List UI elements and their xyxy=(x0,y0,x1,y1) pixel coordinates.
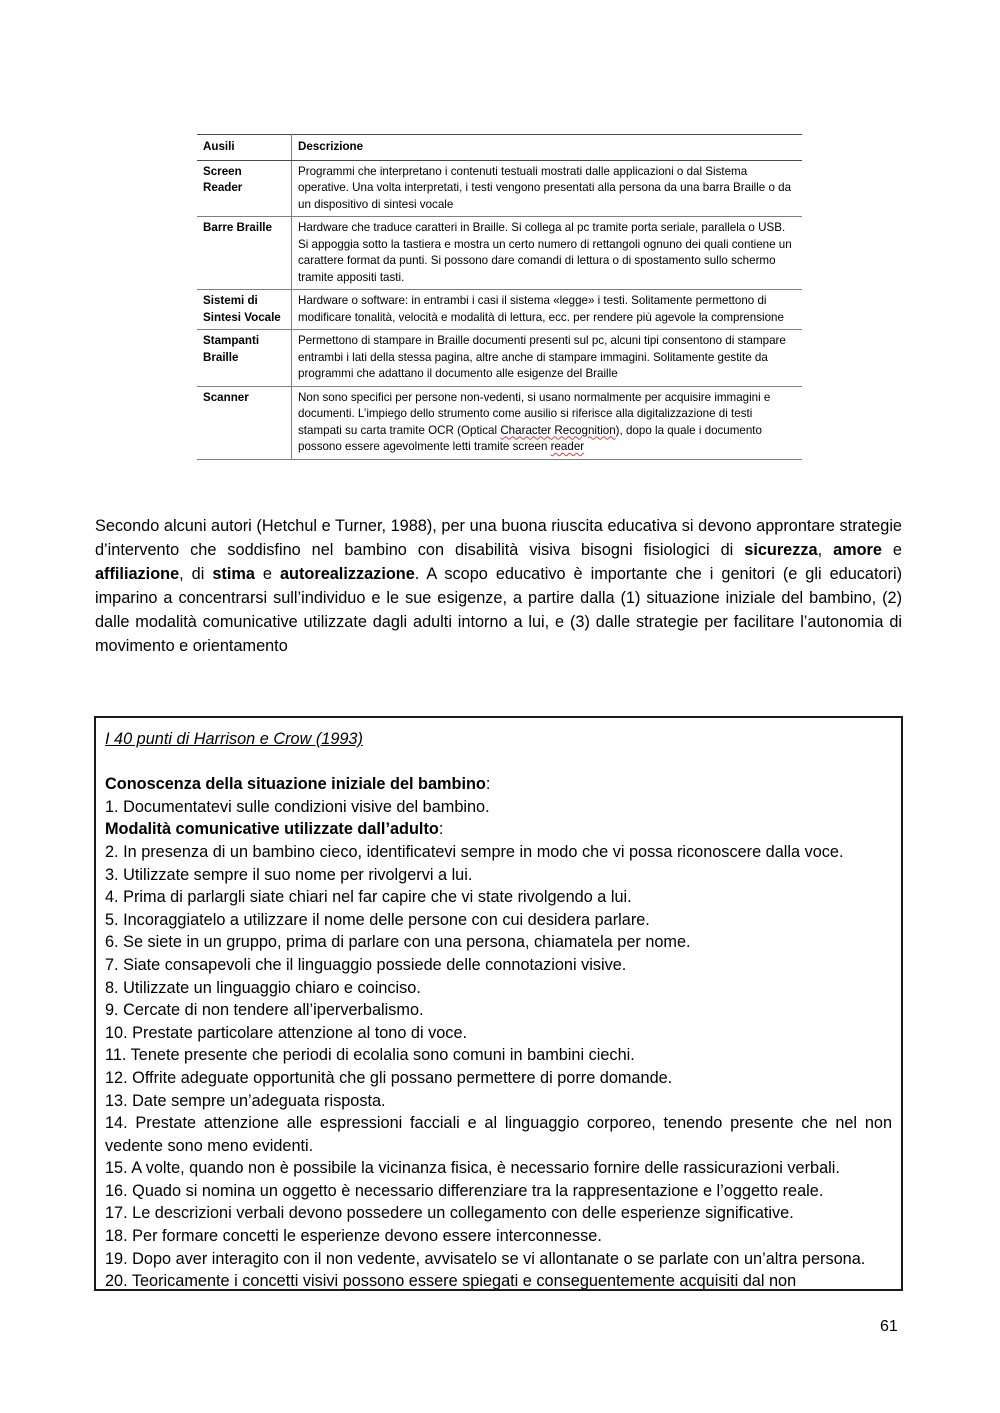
aid-description: Programmi che interpretano i contenuti testuali mostrati dalle applicazioni o dal Sistema operative. Una volta interpretati, i testi vengono presentati alla persona da una barra Braille o da un dispositivo di sintesi vocale xyxy=(292,160,803,217)
list-item: 11. Tenete presente che periodi di ecolalia sono comuni in bambini ciechi. xyxy=(105,1046,635,1065)
bold-term: amore xyxy=(833,541,882,559)
list-item: 19. Dopo aver interagito con il non vedente, avvisatelo se vi allontanate o se parlate con un’altra persona. xyxy=(105,1249,866,1268)
list-item: 14. Prestate attenzione alle espressioni facciali e al linguaggio corporeo, tenendo presente che nel non vedente sono meno evidenti. xyxy=(105,1114,892,1155)
list-item: 20. Teoricamente i concetti visivi possono essere spiegati e conseguentemente acquisiti dal non xyxy=(105,1272,797,1291)
paragraph-text: . A scopo educativo è importante che i genitori (e gli educatori) imparino a concentrarsi sull’individuo e le sue esigenze, a partire dalla (1) situazione iniziale del bambino, (2) dalle modalità comunicative utilizzate dagli adulti intorno a lui, e (3) dalle strategie per facilitare l’autonomia di movimento e orientamento xyxy=(95,565,902,655)
aid-name: Sistemi di Sintesi Vocale xyxy=(197,290,292,330)
paragraph-text: , xyxy=(817,541,834,559)
list-item: 12. Offrite adeguate opportunità che gli possano permettere di porre domande. xyxy=(105,1068,673,1087)
table-row xyxy=(197,290,802,330)
points-list xyxy=(105,841,892,1291)
bold-term: sicurezza xyxy=(744,541,818,559)
aid-description: Hardware o software: in entrambi i casi il sistema «legge» i testi. Solitamente permettono di modificare tonalità, velocità e modalità di lettura, ecc. per rendere più agevole la comprensione xyxy=(292,290,803,330)
description-text: Non sono specifici per persone non-vedenti, si usano normalmente per acquisire immagini e documenti. L’impiego dello strumento come ausilio si riferisce alla digitalizzazione di testi stampati su carta tramite OCR (Optical xyxy=(298,390,771,437)
heading-text: Modalità comunicative utilizzate dall’adulto xyxy=(105,820,439,839)
aid-name: Screen Reader xyxy=(197,160,292,217)
body-paragraph xyxy=(95,514,902,658)
aid-description xyxy=(292,386,803,459)
list-item: 4. Prima di parlargli siate chiari nel far capire che vi state rivolgendo a lui. xyxy=(105,888,632,907)
section-heading xyxy=(105,818,892,841)
aids-table xyxy=(197,134,802,460)
list-item: 18. Per formare concetti le esperienze devono essere interconnesse. xyxy=(105,1227,602,1246)
heading-text: Conoscenza della situazione iniziale del bambino xyxy=(105,775,486,794)
paragraph-text: , di xyxy=(179,565,213,583)
aid-description: Permettono di stampare in Braille documenti presenti sul pc, alcuni tipi consentono di stampare entrambi i lati della stessa pagina, altre anche di stampare immagini. Solitamente gestite da programmi che adattano il documento alle esigenze del Braille xyxy=(292,330,803,387)
paragraph-text: e xyxy=(254,565,280,583)
section-heading xyxy=(105,773,892,796)
heading-suffix: : xyxy=(485,775,491,794)
paragraph-text: Secondo alcuni autori (Hetchul e Turner, 1988), per una buona riuscita educativa si devono approntare strategie d’intervento che soddisfino nel bambino con disabilità visiva bisogni fisiologici di xyxy=(95,517,902,559)
aid-name: Scanner xyxy=(197,386,292,459)
list-item: 13. Date sempre un’adeguata risposta. xyxy=(105,1091,386,1110)
list-item: 2. In presenza di un bambino cieco, identificatevi sempre in modo che vi possa riconoscere dalla voce. xyxy=(105,842,844,861)
bold-term: autorealizzazione xyxy=(279,565,415,583)
heading-suffix: : xyxy=(438,820,444,839)
aid-name: Stampanti Braille xyxy=(197,330,292,387)
list-item: 16. Quado si nomina un oggetto è necessario differenziare tra la rappresentazione e l’oggetto reale. xyxy=(105,1181,824,1200)
list-item: 15. A volte, quando non è possibile la vicinanza fisica, è necessario fornire delle rassicurazioni verbali. xyxy=(105,1159,840,1178)
list-item: 9. Cercate di non tendere all’iperverbalismo. xyxy=(105,1001,424,1020)
list-item: 8. Utilizzate un linguaggio chiaro e coinciso. xyxy=(105,978,421,997)
aid-name: Barre Braille xyxy=(197,217,292,290)
table-row xyxy=(197,160,802,217)
list-item: 10. Prestate particolare attenzione al tono di voce. xyxy=(105,1023,468,1042)
paragraph-text: e xyxy=(881,541,902,559)
description-text: ), dopo la quale i documento possono essere agevolmente letti tramite screen xyxy=(298,423,762,453)
bold-term: stima xyxy=(212,565,255,583)
harrison-crow-box xyxy=(94,716,903,1291)
table-row xyxy=(197,330,802,387)
list-item: 17. Le descrizioni verbali devono possedere un collegamento con delle esperienze significative. xyxy=(105,1204,794,1223)
list-item: 1. Documentatevi sulle condizioni visive del bambino. xyxy=(105,797,490,816)
spellcheck-underlined-text: Character Recognition xyxy=(500,423,616,437)
box-title: I 40 punti di Harrison e Crow (1993) xyxy=(105,730,363,748)
list-item: 5. Incoraggiatelo a utilizzare il nome delle persone con cui desidera parlare. xyxy=(105,910,650,929)
column-header-aid: Ausili xyxy=(197,135,292,161)
spellcheck-underlined-text: reader xyxy=(550,440,585,453)
table-row xyxy=(197,386,802,459)
table-row xyxy=(197,217,802,290)
table-header-row xyxy=(197,135,802,161)
list-item: 3. Utilizzate sempre il suo nome per rivolgervi a lui. xyxy=(105,865,473,884)
aid-description: Hardware che traduce caratteri in Braille. Si collega al pc tramite porta seriale, parallela o USB. Si appoggia sotto la tastiera e mostra un certo numero di rettangoli ognuno dei quali contiene un carattere format da punti. Si possono dare comandi di lettura o di spostamento sullo schermo tramite appositi tasti. xyxy=(292,217,803,290)
column-header-description: Descrizione xyxy=(292,135,803,161)
list-item: 7. Siate consapevoli che il linguaggio possiede delle connotazioni visive. xyxy=(105,955,627,974)
page-number: 61 xyxy=(880,1318,898,1335)
list-item: 6. Se siete in un gruppo, prima di parlare con una persona, chiamatela per nome. xyxy=(105,933,691,952)
bold-term: affiliazione xyxy=(95,565,180,583)
